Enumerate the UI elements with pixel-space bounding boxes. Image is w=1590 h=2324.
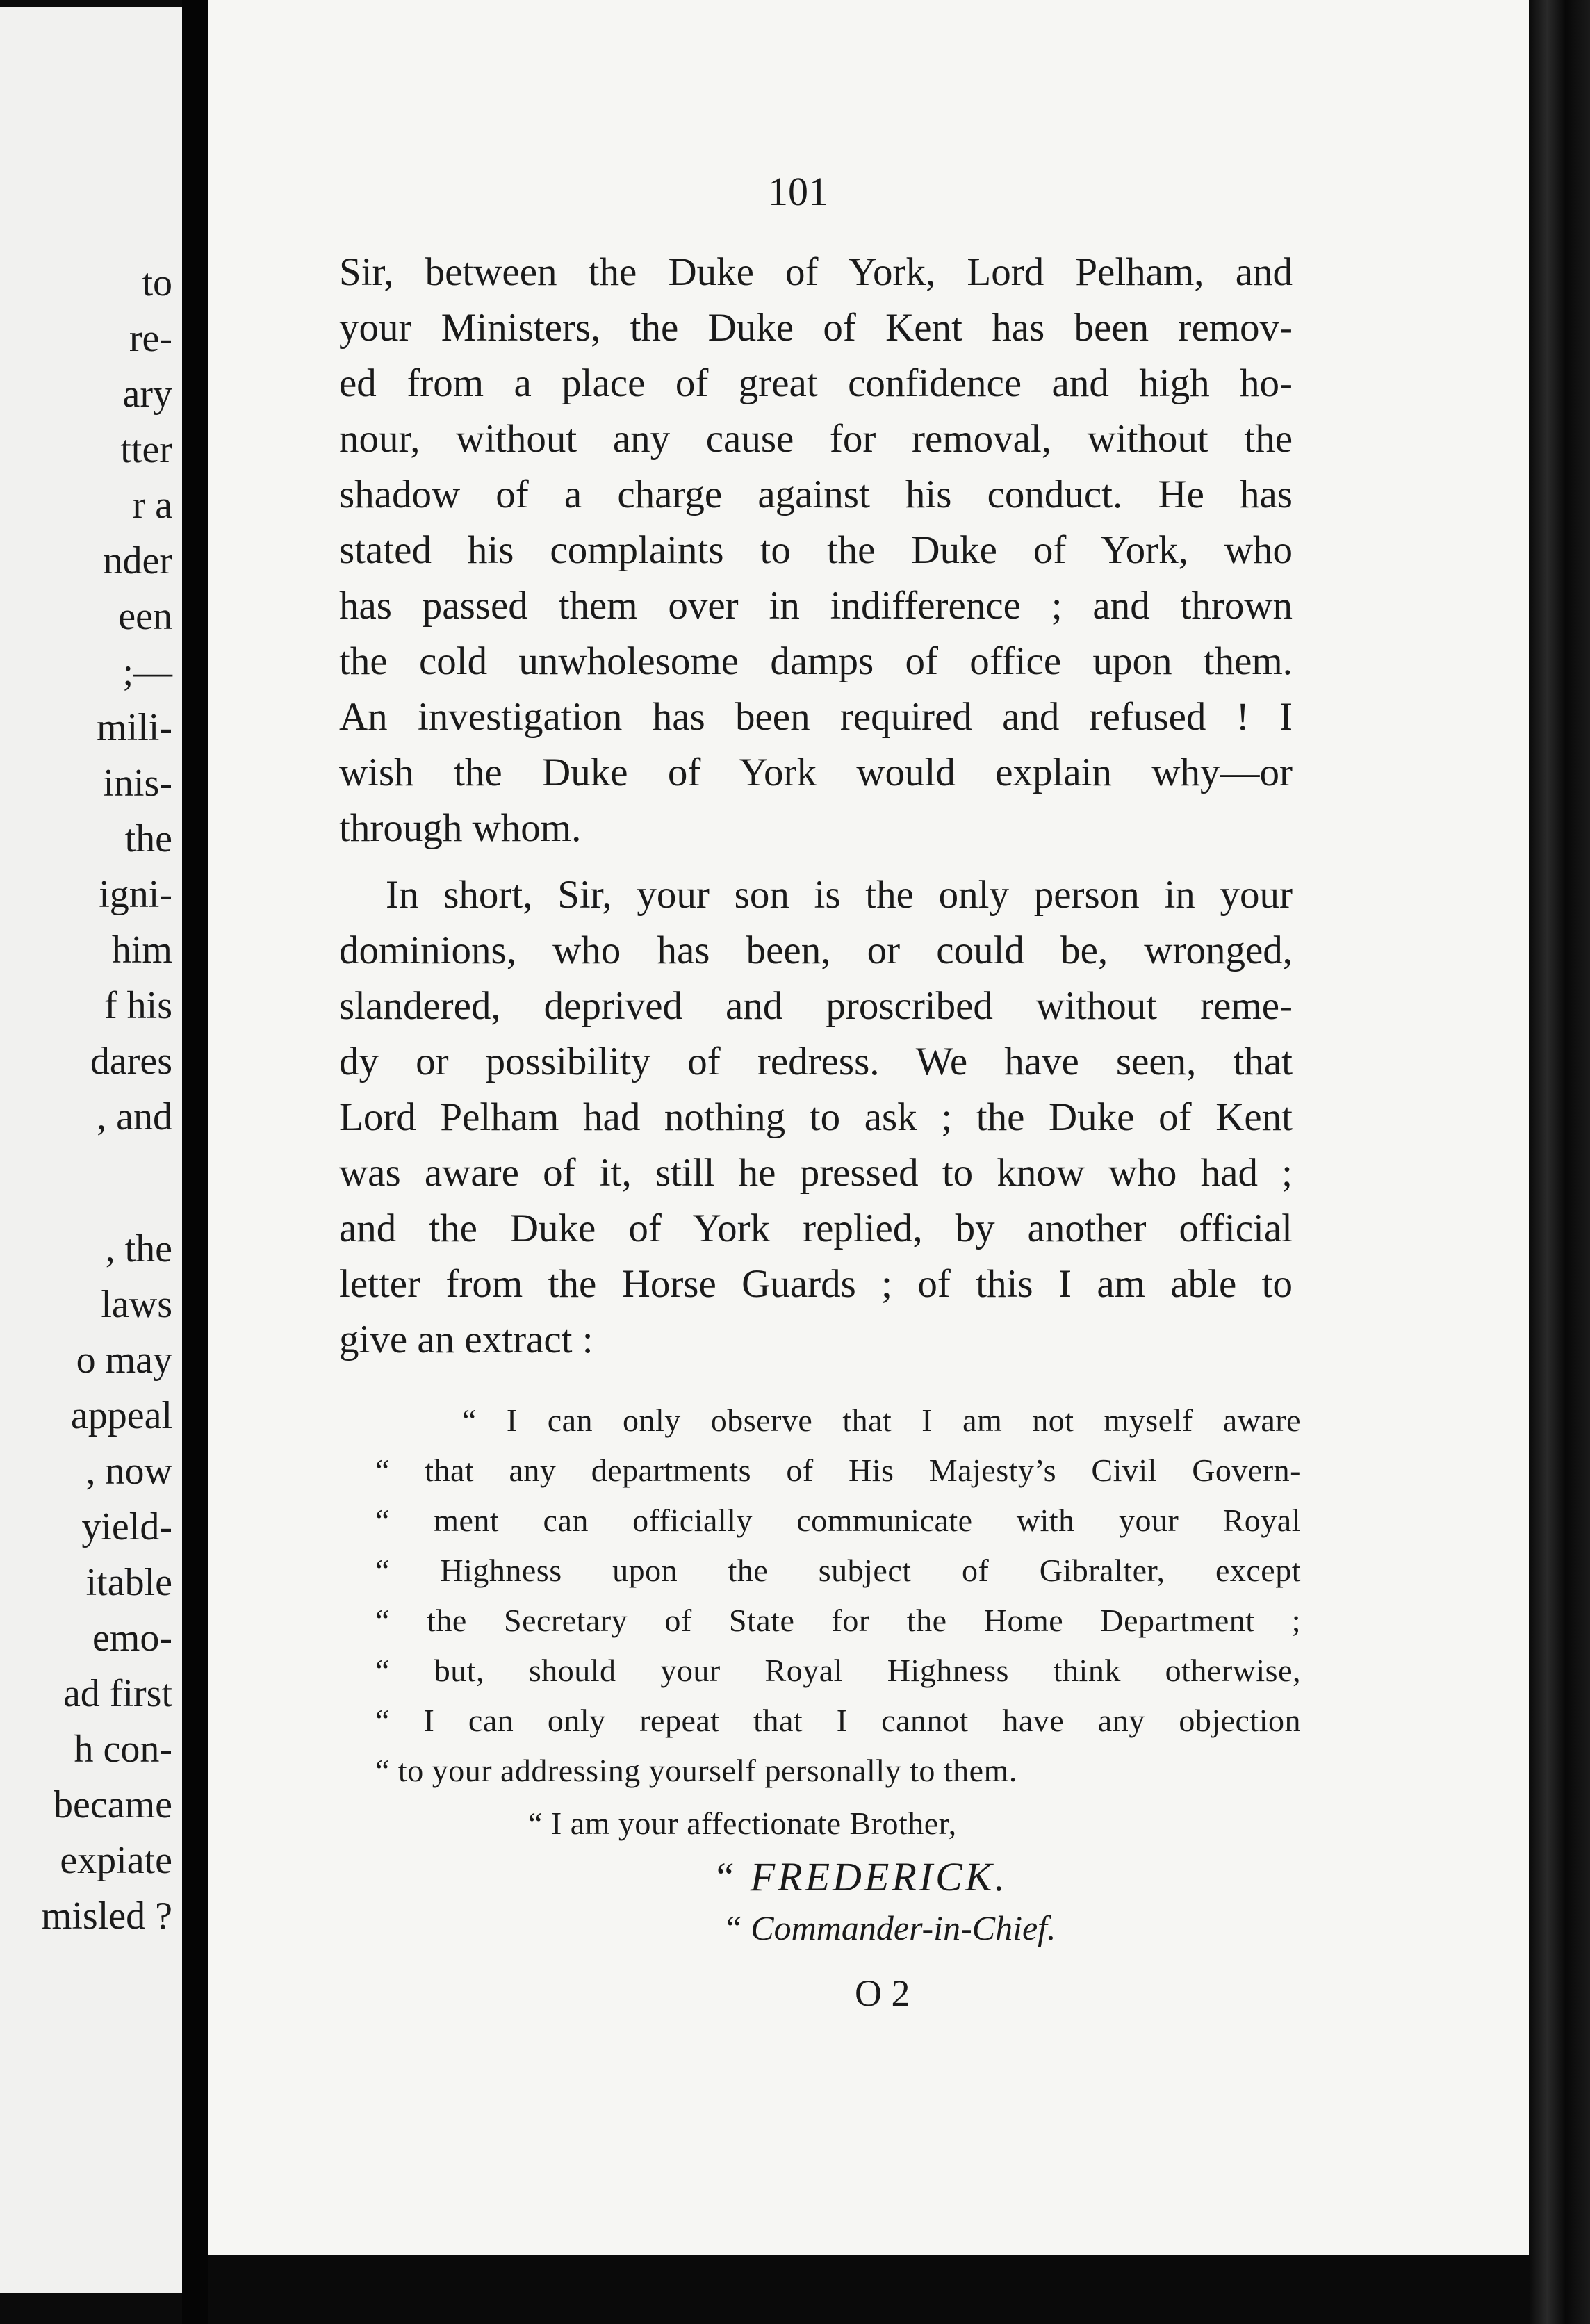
body-line: An investigation has been required and refused ! I — [339, 695, 1293, 739]
body-line: was aware of it, still he pressed to know who had ; — [339, 1151, 1293, 1195]
left-line: became — [54, 1783, 172, 1826]
quote-line: “ I can only repeat that I cannot have any objection — [375, 1703, 1301, 1738]
left-line: een — [118, 595, 172, 638]
quote-line: “ Highness upon the subject of Gibralter, except — [375, 1553, 1301, 1588]
left-line: itable — [85, 1561, 172, 1604]
left-line: him — [111, 928, 172, 972]
left-line: emo- — [92, 1617, 172, 1660]
page-number: 101 — [768, 169, 828, 214]
left-line: dares — [90, 1040, 172, 1083]
left-line: nder — [103, 539, 172, 582]
body-line: ed from a place of great confidence and high ho- — [339, 361, 1293, 405]
body-line: slandered, deprived and proscribed without reme- — [339, 984, 1293, 1028]
body-line: letter from the Horse Guards ; of this I am able to — [339, 1262, 1293, 1306]
body-line: Sir, between the Duke of York, Lord Pelham, and — [339, 250, 1293, 294]
left-line: r a — [132, 484, 172, 527]
left-line: the — [124, 817, 172, 860]
signature-mark: O 2 — [855, 1972, 910, 2014]
body-line: and the Duke of York replied, by another official — [339, 1206, 1293, 1250]
left-line: appeal — [70, 1394, 172, 1437]
body-line: dy or possibility of redress. We have seen, that — [339, 1040, 1293, 1083]
body-line: Lord Pelham had nothing to ask ; the Duke of Kent — [339, 1095, 1293, 1139]
body-line: has passed them over in indifference ; and thrown — [339, 584, 1293, 628]
page-bottom-shadow — [208, 2255, 1529, 2324]
body-line: stated his complaints to the Duke of York, who — [339, 528, 1293, 572]
left-line: laws — [101, 1283, 172, 1326]
body-line: through whom. — [339, 806, 582, 850]
left-line: h con- — [74, 1728, 172, 1771]
signature-name: “ FREDERICK. — [712, 1854, 1008, 1899]
left-line: inis- — [103, 762, 172, 805]
left-line: to — [142, 261, 172, 304]
body-line: the cold unwholesome damps of office upon them. — [339, 639, 1293, 683]
left-line: , the — [105, 1227, 172, 1270]
quote-line: “ to your addressing yourself personally to them. — [375, 1753, 1017, 1788]
left-page-fragment — [0, 7, 182, 2293]
left-line: tter — [120, 428, 172, 471]
body-line: wish the Duke of York would explain why—or — [339, 751, 1293, 794]
left-line: , now — [85, 1450, 172, 1493]
body-line: In short, Sir, your son is the only person in your — [386, 873, 1293, 917]
signature-title: “ Commander-in-Chief. — [723, 1908, 1056, 1947]
left-line: expiate — [60, 1839, 172, 1882]
quote-line: “ ment can officially communicate with your Royal — [375, 1503, 1301, 1538]
page-edge — [1529, 0, 1590, 2324]
body-line: nour, without any cause for removal, without the — [339, 417, 1293, 461]
quote-line: “ the Secretary of State for the Home Department ; — [375, 1603, 1301, 1638]
left-line: re- — [129, 317, 172, 360]
body-line: your Ministers, the Duke of Kent has been remov- — [339, 306, 1293, 350]
body-line: dominions, who has been, or could be, wronged, — [339, 928, 1293, 972]
quote-line: “ I can only observe that I am not myself aware — [462, 1402, 1301, 1438]
left-line: o may — [76, 1339, 172, 1382]
left-line: misled ? — [41, 1895, 172, 1938]
left-line: ad first — [63, 1672, 172, 1715]
left-line: f his — [104, 984, 172, 1027]
body-line: shadow of a charge against his conduct. He has — [339, 473, 1293, 516]
left-line: ary — [122, 373, 172, 416]
left-line: mili- — [97, 706, 172, 749]
quote-line: “ but, should your Royal Highness think otherwise, — [375, 1653, 1301, 1688]
left-line: ;— — [122, 650, 172, 694]
left-line: yield- — [81, 1505, 172, 1548]
left-line: igni- — [99, 873, 172, 916]
quote-line: “ that any departments of His Majesty’s Civil Govern- — [375, 1452, 1301, 1488]
book-spine — [182, 0, 208, 2324]
closing-line: “ I am your affectionate Brother, — [528, 1806, 957, 1841]
left-line: , and — [97, 1095, 172, 1138]
body-line: give an extract : — [339, 1318, 593, 1361]
